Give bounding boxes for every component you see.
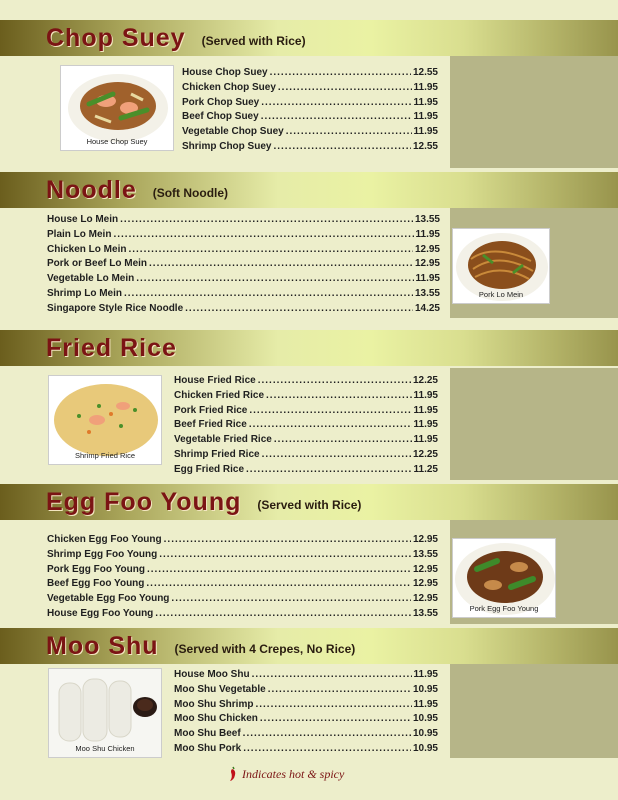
section-subtitle: (Soft Noodle): [152, 186, 229, 200]
menu-item: Shrimp Chop Suey ..... 12.55: [182, 140, 438, 155]
section-header-moo-shu: [0, 628, 618, 664]
menu-item: House Lo Mein ..... 13.55: [47, 213, 440, 228]
menu-item: Chicken Lo Mein ..... 12.95: [47, 243, 440, 258]
photo-caption: Pork Egg Foo Young: [469, 604, 539, 613]
section-header-noodle: [0, 172, 618, 208]
menu-item: Vegetable Fried Rice ..... 11.95: [174, 433, 438, 448]
menu-item: Moo Shu Chicken ..... 10.95: [174, 712, 438, 727]
menu-list-egg-foo-young: [47, 533, 438, 622]
dish-photo-house-chop-suey: [60, 65, 174, 151]
photo-caption: House Chop Suey: [86, 137, 148, 146]
menu-item: Vegetable Lo Mein ..... 11.95: [47, 272, 440, 287]
section-title: Fried Rice: [46, 333, 177, 362]
menu-item: Singapore Style Rice Noodle ..... 14.25: [47, 302, 440, 317]
menu-item: Beef Chop Suey ..... 11.95: [182, 110, 438, 125]
menu-item: Pork Chop Suey ..... 11.95: [182, 96, 438, 111]
dish-photo-moo-shu-chicken: [48, 668, 162, 758]
section-header-egg-foo-young: [0, 484, 618, 520]
right-panel-fried-rice: [450, 368, 618, 480]
menu-item: Plain Lo Mein ..... 11.95: [47, 228, 440, 243]
menu-list-chop-suey: [182, 66, 438, 155]
menu-item: House Chop Suey ..... 12.55: [182, 66, 438, 81]
chili-pepper-icon: [228, 766, 238, 782]
menu-list-noodle: [47, 213, 440, 317]
section-header-chop-suey: [0, 20, 618, 56]
section-title: Noodle: [46, 175, 137, 204]
menu-item: Beef Fried Rice ..... 11.95: [174, 418, 438, 433]
menu-item: Beef Egg Foo Young ..... 12.95: [47, 577, 438, 592]
right-panel-moo-shu: [450, 662, 618, 758]
dish-photo-shrimp-fried-rice: [48, 375, 162, 465]
photo-caption: Pork Lo Mein: [478, 290, 524, 299]
menu-item: House Moo Shu ..... 11.95: [174, 668, 438, 683]
section-subtitle: (Served with Rice): [201, 34, 306, 48]
menu-item: Moo Shu Pork ..... 10.95: [174, 742, 438, 757]
menu-item: Chicken Egg Foo Young ..... 12.95: [47, 533, 438, 548]
menu-item: Pork or Beef Lo Mein ..... 12.95: [47, 257, 440, 272]
section-header-fried-rice: [0, 330, 618, 366]
right-panel-chop-suey: [450, 56, 618, 168]
menu-item: Chicken Chop Suey ..... 11.95: [182, 81, 438, 96]
menu-item: Moo Shu Vegetable ..... 10.95: [174, 683, 438, 698]
section-subtitle: (Served with 4 Crepes, No Rice): [174, 642, 356, 656]
dish-photo-pork-lo-mein: [452, 228, 550, 304]
menu-item: Shrimp Egg Foo Young ..... 13.55: [47, 548, 438, 563]
menu-item: Egg Fried Rice ..... 11.25: [174, 463, 438, 478]
dish-photo-pork-egg-foo-young: [452, 538, 556, 618]
section-subtitle: (Served with Rice): [257, 498, 362, 512]
menu-list-moo-shu: [174, 668, 438, 757]
menu-item: Chicken Fried Rice ..... 11.95: [174, 389, 438, 404]
spicy-legend-text: Indicates hot & spicy: [242, 766, 345, 781]
menu-item: Moo Shu Beef ..... 10.95: [174, 727, 438, 742]
menu-item: Vegetable Chop Suey ..... 11.95: [182, 125, 438, 140]
photo-caption: Moo Shu Chicken: [75, 744, 135, 753]
menu-list-fried-rice: [174, 374, 438, 478]
menu-item: Shrimp Lo Mein ..... 13.55: [47, 287, 440, 302]
menu-item: Moo Shu Shrimp ..... 11.95: [174, 698, 438, 713]
menu-item: House Fried Rice ..... 12.25: [174, 374, 438, 389]
menu-item: Pork Fried Rice ..... 11.95: [174, 404, 438, 419]
section-title: Moo Shu: [46, 631, 159, 660]
menu-item: Pork Egg Foo Young ..... 12.95: [47, 563, 438, 578]
spicy-legend: [228, 766, 344, 782]
photo-caption: Shrimp Fried Rice: [74, 451, 135, 460]
section-title: Chop Suey: [46, 23, 186, 52]
menu-item: Vegetable Egg Foo Young ..... 12.95: [47, 592, 438, 607]
menu-item: House Egg Foo Young ..... 13.55: [47, 607, 438, 622]
menu-item: Shrimp Fried Rice ..... 12.25: [174, 448, 438, 463]
section-title: Egg Foo Young: [46, 487, 242, 516]
